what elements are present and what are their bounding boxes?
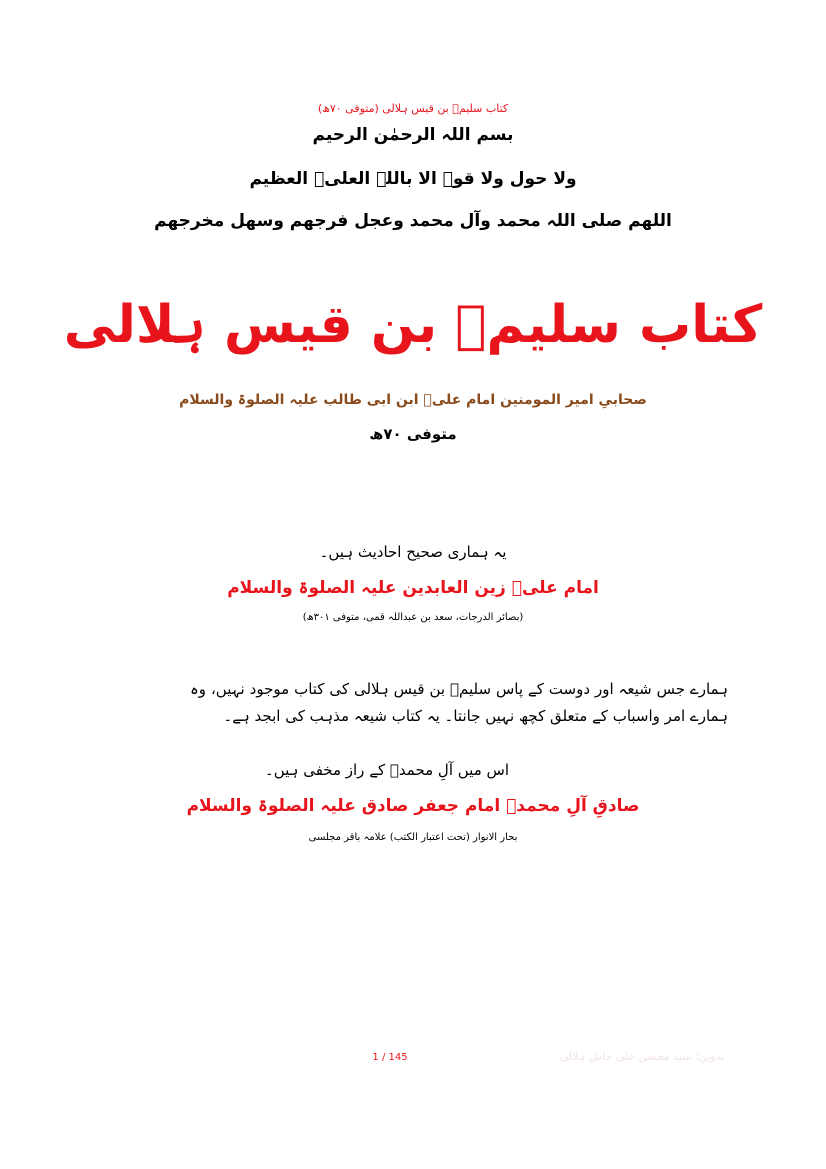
salawat-line: اللھم صلی اللہ محمد وآل محمد وعجل فرجھم وسھل مخرجھم [154,211,672,231]
companion-subtitle: صحابیِ امیر المومنین امام علیؑ ابن ابی طالب علیہ الصلوۃ والسلام [179,392,647,408]
sadiq-attribution: صادقِ آلِ محمدؐ امام جعفر صادق علیہ الصلوۃ والسلام [186,796,640,816]
book-title: کتاب سلیمؓ بن قیس ہلالی [63,295,763,355]
body-paragraph-last-line: اس میں آلِ محمدؐ کے راز مخفی ہیں۔ [264,761,509,779]
header-caption: کتاب سلیمؓ بن قیس ہلالی (متوفی ۷۰ھ) [317,102,509,115]
citation-bihar: بحار الانوار (تحت اعتبار الکتب) علامہ باقر مجلسی [308,832,518,843]
page-number: 1 / 145 [372,1052,408,1063]
citation-basair: (بصائر الدرجات، سعد بن عبداللہ قمی، متوفی ۳۰۱ھ) [302,612,524,623]
la-hawla-line: ولا حول ولا قوۃ الا باللہ العلیؑ العظیم [249,169,577,189]
hadith-statement: یہ ہماری صحیح احادیث ہیں۔ [319,543,507,561]
bismillah-line: بسم اللہ الرحمٰن الرحیم [312,125,514,145]
imam-attribution: امام علیؑ زین العابدین علیہ الصلوۃ والسلام [227,578,599,598]
death-year: متوفی ۷۰ھ [369,425,457,443]
body-paragraph: ہمارے جس شیعہ اور دوست کے پاس سلیمؓ بن قیس ہلالی کی کتاب موجود نہیں، وہ ہمارے امر واسباب کے متعلق کچھ نہیں جانتا۔ یہ کتاب شیعہ مذہب کی ابجد ہے۔ [190,680,728,725]
watermark-text: تدوین: سید محسن علی جاش ہلالی [559,1050,725,1063]
